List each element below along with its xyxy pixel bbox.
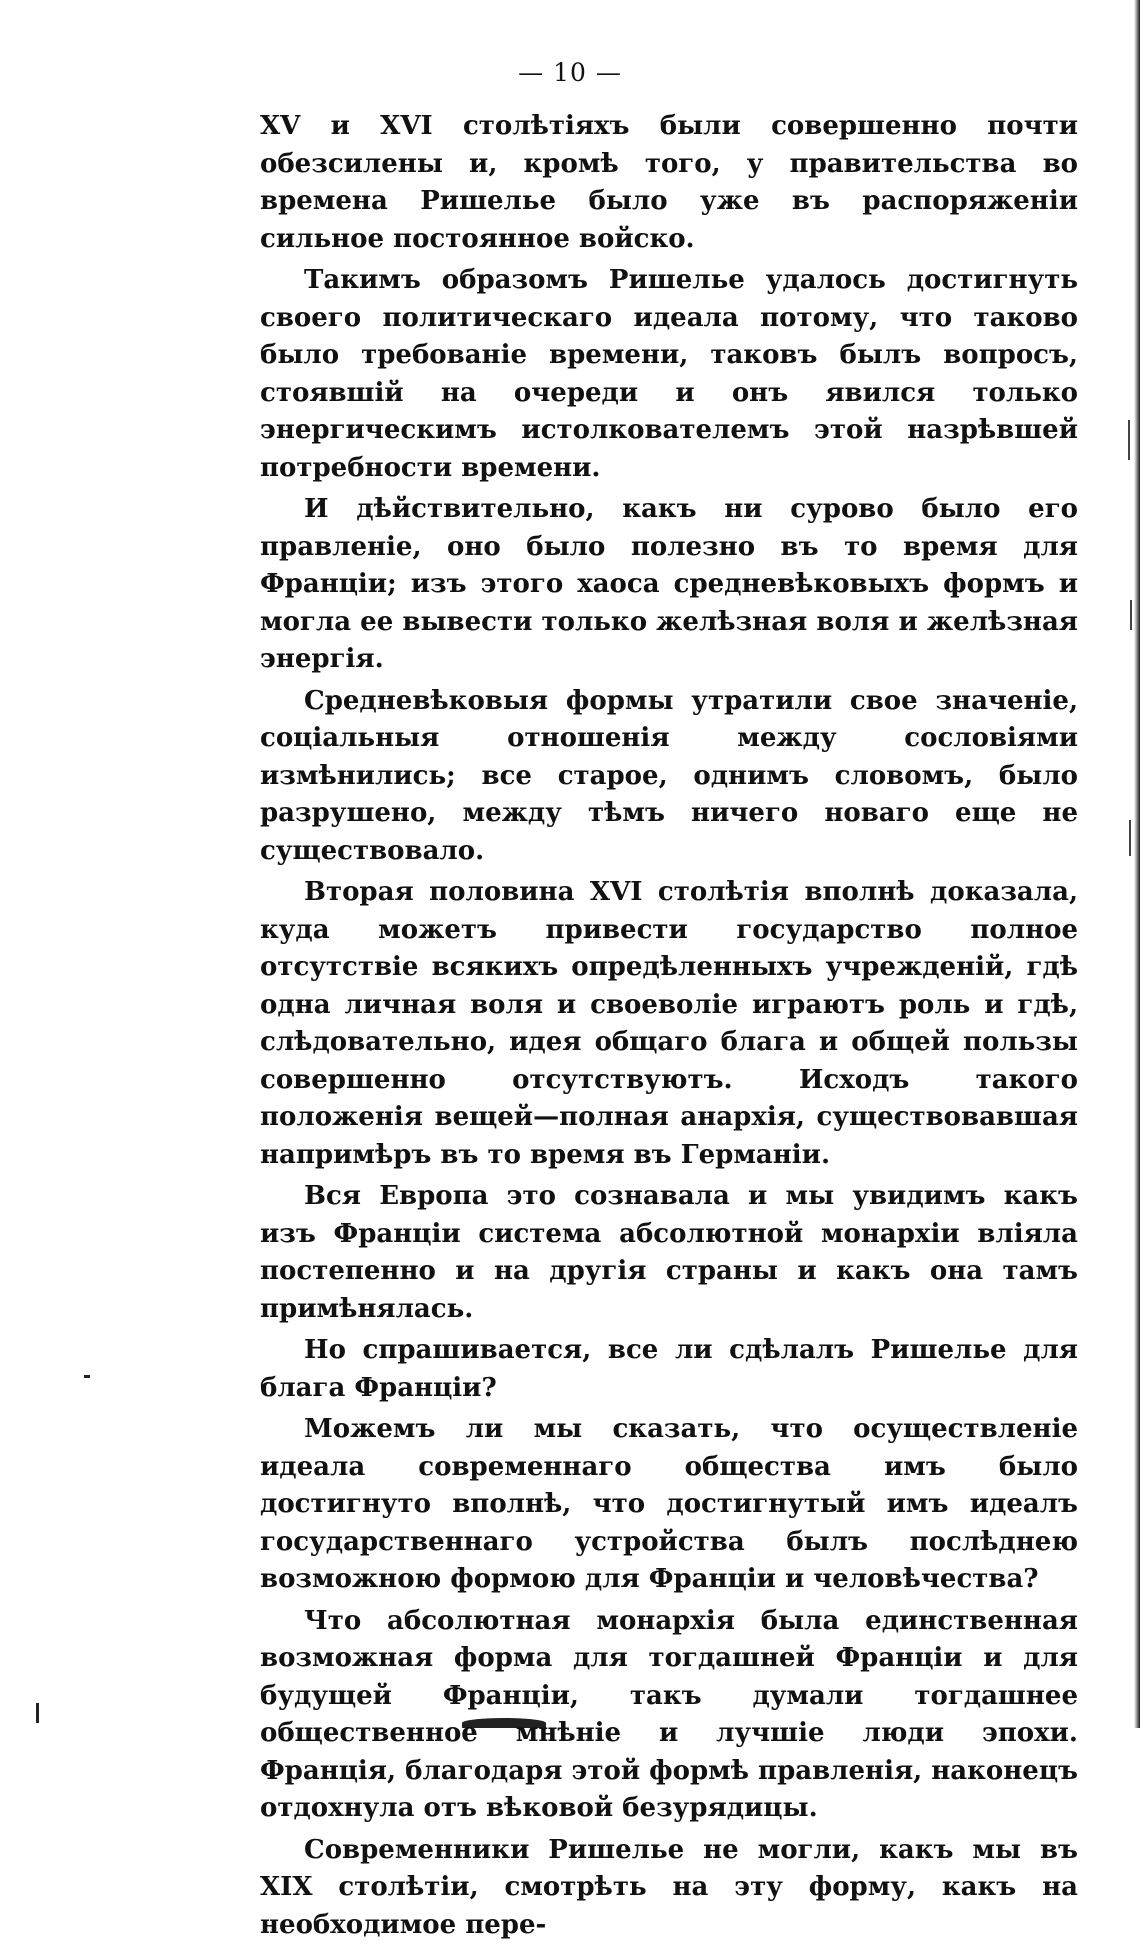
body-text xyxy=(260,108,1078,1948)
scan-edge-shadow xyxy=(1134,0,1140,1728)
paragraph: XV и XVI столѣтіяхъ были совершенно почти обезсилены и, кромѣ того, у правительства во времена Ришелье было уже въ распоряженіи сильное постоянное войско. xyxy=(260,111,1078,254)
paragraph: Но спрашивается, все ли сдѣлалъ Ришелье для блага Франціи? xyxy=(260,1335,1078,1403)
paragraph: Современники Ришелье не могли, какъ мы въ XIX столѣтіи, смотрѣть на эту форму, какъ на необходимое пере- xyxy=(260,1834,1078,1940)
margin-tick-mark xyxy=(1130,600,1132,630)
paragraph: Что абсолютная монархія была единственная возможная форма для тогдашней Франціи и для будущей Франціи, такъ думали тогдашнее общественное мнѣніе и лучшіе люди эпохи. Франція, благодаря этой формѣ правленія, наконецъ отдохнула отъ вѣковой безурядицы. xyxy=(260,1605,1078,1823)
paragraph: И дѣйствительно, какъ ни сурово было его правленіе, оно было полезно въ то время для Франціи; изъ этого хаоса средневѣковыхъ формъ и могла ее вывести только желѣзная воля и желѣзная энергія. xyxy=(260,494,1078,674)
paragraph: Можемъ ли мы сказать, что осуществленіе идеала современнаго общества имъ было достигнуто вполнѣ, что достигнутый имъ идеалъ государственнаго устройства былъ послѣднею возможною формою для Франціи и человѣчества? xyxy=(260,1414,1078,1594)
margin-tick-mark xyxy=(1129,820,1131,856)
margin-tick-mark xyxy=(1128,420,1130,460)
page-number: — 10 — xyxy=(518,58,622,87)
stray-ink-dot xyxy=(84,1375,90,1378)
stray-ink-mark xyxy=(36,1703,39,1723)
paragraph: Вторая половина XVI столѣтія вполнѣ доказала, куда можетъ привести государство полное отсутствіе всякихъ опредѣленныхъ учрежденій, гдѣ одна личная воля и своеволіе играютъ роль и гдѣ, слѣдовательно, идея общаго блага и общей пользы совершенно отсутствуютъ. Исходъ такого положенія вещей—полная анархія, существовавшая напримѣръ въ то время въ Германіи. xyxy=(260,877,1078,1170)
paragraph: Средневѣковыя формы утратили свое значеніе, соціальныя отношенія между сословіями измѣнились; все старое, однимъ словомъ, было разрушено, между тѣмъ ничего новаго еще не существовало. xyxy=(260,685,1078,866)
paragraph: Такимъ образомъ Ришелье удалось достигнуть своего политическаго идеала потому, что таково было требованіе времени, таковъ былъ вопросъ, стоявшій на очереди и онъ явился только энергическимъ истолкователемъ этой назрѣвшей потребности времени. xyxy=(260,265,1078,483)
paragraph: Вся Европа это сознавала и мы увидимъ какъ изъ Франціи система абсолютной монархіи вліяла постепенно и на другія страны и какъ она тамъ примѣнялась. xyxy=(260,1181,1078,1324)
